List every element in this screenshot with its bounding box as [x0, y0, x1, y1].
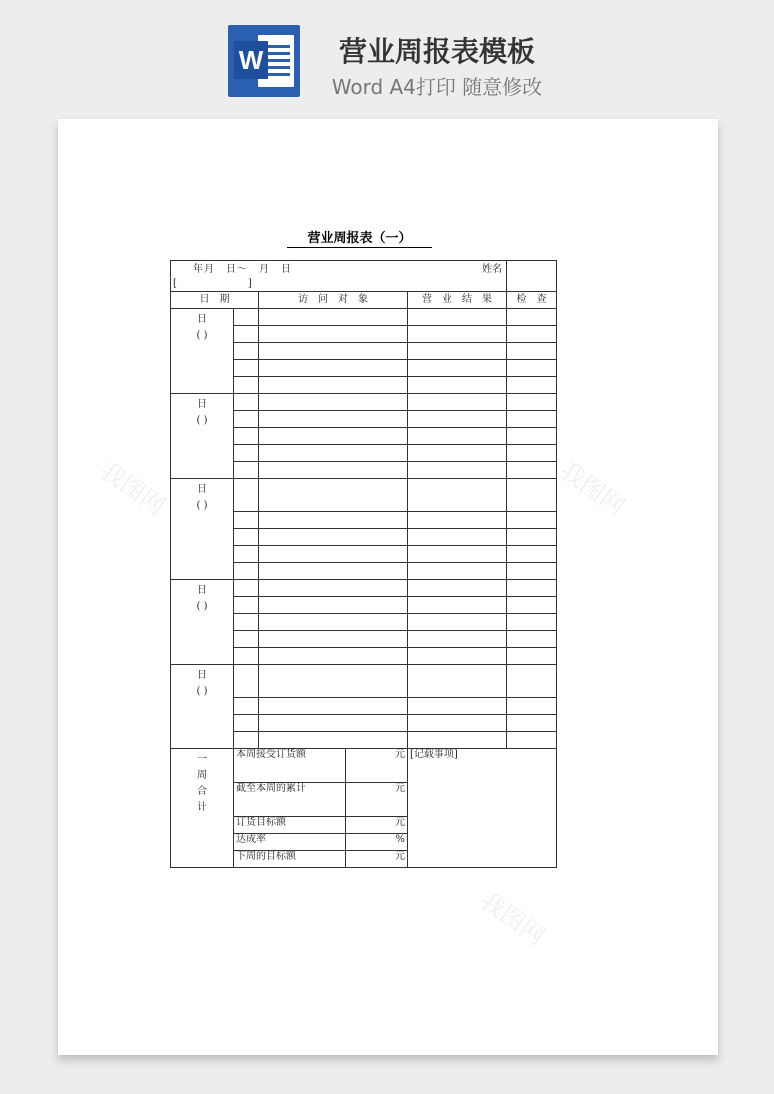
result-cell — [408, 630, 507, 647]
visit-cell — [259, 714, 408, 731]
summary-label: 下周的目标额 — [234, 850, 346, 867]
weekly-report-table — [170, 260, 557, 868]
check-cell — [507, 630, 557, 647]
result-cell — [408, 647, 507, 664]
time-cell — [234, 376, 259, 393]
time-cell — [234, 478, 259, 511]
visit-cell — [259, 562, 408, 579]
check-cell — [507, 714, 557, 731]
check-cell — [507, 579, 557, 596]
result-cell — [408, 478, 507, 511]
result-cell — [408, 697, 507, 714]
bracket-left: [ — [173, 278, 177, 289]
visit-cell — [259, 664, 408, 697]
weekly-total-char: 一 — [197, 753, 207, 765]
check-cell — [507, 664, 557, 697]
result-cell — [408, 664, 507, 697]
col-header-result: 营 业 结 果 — [408, 292, 507, 309]
check-cell — [507, 731, 557, 748]
visit-cell — [259, 461, 408, 478]
check-cell — [507, 359, 557, 376]
result-cell — [408, 562, 507, 579]
day-weekday-paren: ( ) — [196, 600, 208, 612]
day-label: 日 — [197, 483, 207, 495]
check-cell — [507, 393, 557, 410]
result-cell — [408, 528, 507, 545]
page-header — [0, 0, 774, 112]
template-subtitle: Word A4打印 随意修改 — [331, 75, 543, 99]
summary-label: 订货目标额 — [234, 816, 346, 833]
time-cell — [234, 731, 259, 748]
name-label: 姓名 — [482, 264, 502, 275]
time-cell — [234, 647, 259, 664]
check-cell — [507, 511, 557, 528]
time-cell — [234, 545, 259, 562]
word-logo-letter: W — [234, 41, 268, 79]
check-cell — [507, 478, 557, 511]
day-weekday-paren: ( ) — [196, 499, 208, 511]
visit-cell — [259, 630, 408, 647]
visit-cell — [259, 325, 408, 342]
visit-cell — [259, 528, 408, 545]
time-cell — [234, 308, 259, 325]
weekly-total-char: 计 — [197, 801, 207, 813]
day-weekday-paren: ( ) — [196, 329, 208, 341]
word-logo-icon — [228, 25, 300, 97]
visit-cell — [259, 613, 408, 630]
summary-unit: 元 — [346, 850, 408, 867]
result-cell — [408, 613, 507, 630]
result-cell — [408, 545, 507, 562]
check-cell — [507, 444, 557, 461]
result-cell — [408, 731, 507, 748]
result-cell — [408, 579, 507, 596]
result-cell — [408, 596, 507, 613]
visit-cell — [259, 545, 408, 562]
col-header-check: 检 查 — [507, 292, 557, 309]
name-value-cell — [507, 261, 557, 292]
visit-cell — [259, 647, 408, 664]
result-cell — [408, 410, 507, 427]
visit-cell — [259, 596, 408, 613]
summary-label: 本周接受订货额 — [234, 748, 346, 782]
result-cell — [408, 376, 507, 393]
result-cell — [408, 427, 507, 444]
day-cell — [171, 579, 234, 664]
visit-cell — [259, 444, 408, 461]
time-cell — [234, 444, 259, 461]
check-cell — [507, 596, 557, 613]
check-cell — [507, 562, 557, 579]
result-cell — [408, 359, 507, 376]
summary-unit: 元 — [346, 782, 408, 816]
check-cell — [507, 545, 557, 562]
time-cell — [234, 427, 259, 444]
time-cell — [234, 393, 259, 410]
visit-cell — [259, 359, 408, 376]
weekly-total-char: 合 — [197, 785, 207, 797]
summary-label: 截至本周的累计 — [234, 782, 346, 816]
time-cell — [234, 325, 259, 342]
summary-unit: 元 — [346, 816, 408, 833]
time-cell — [234, 697, 259, 714]
check-cell — [507, 342, 557, 359]
date-range-cell — [171, 261, 507, 292]
visit-cell — [259, 308, 408, 325]
result-cell — [408, 714, 507, 731]
time-cell — [234, 511, 259, 528]
time-cell — [234, 528, 259, 545]
day-label: 日 — [197, 669, 207, 681]
summary-label: 达成率 — [234, 833, 346, 850]
check-cell — [507, 697, 557, 714]
check-cell — [507, 461, 557, 478]
visit-cell — [259, 410, 408, 427]
summary-unit: 元 — [346, 748, 408, 782]
time-cell — [234, 714, 259, 731]
bracket-right: ] — [248, 278, 252, 289]
day-cell — [171, 393, 234, 478]
document-page — [58, 119, 718, 1055]
time-cell — [234, 461, 259, 478]
day-cell — [171, 308, 234, 393]
weekly-total-char: 周 — [197, 769, 207, 781]
time-cell — [234, 596, 259, 613]
visit-cell — [259, 511, 408, 528]
day-cell — [171, 664, 234, 748]
day-weekday-paren: ( ) — [196, 414, 208, 426]
visit-cell — [259, 393, 408, 410]
report-title: 营业周报表（一） — [287, 227, 432, 248]
check-cell — [507, 410, 557, 427]
time-cell — [234, 630, 259, 647]
result-cell — [408, 461, 507, 478]
day-weekday-paren: ( ) — [196, 685, 208, 697]
summary-unit: % — [346, 833, 408, 850]
day-label: 日 — [197, 313, 207, 325]
watermark: 我图网 — [475, 886, 551, 951]
watermark: 我图网 — [555, 456, 631, 521]
result-cell — [408, 308, 507, 325]
time-cell — [234, 342, 259, 359]
date-range-text: 年月 日～ 月 日 — [193, 264, 292, 275]
day-cell — [171, 478, 234, 579]
result-cell — [408, 393, 507, 410]
check-cell — [507, 308, 557, 325]
check-cell — [507, 427, 557, 444]
col-header-date: 日 期 — [171, 292, 259, 309]
visit-cell — [259, 427, 408, 444]
weekly-total-label — [171, 748, 234, 867]
check-cell — [507, 325, 557, 342]
day-label: 日 — [197, 584, 207, 596]
time-cell — [234, 359, 259, 376]
time-cell — [234, 579, 259, 596]
visit-cell — [259, 731, 408, 748]
time-cell — [234, 410, 259, 427]
watermark: 我图网 — [95, 456, 171, 521]
check-cell — [507, 528, 557, 545]
result-cell — [408, 444, 507, 461]
result-cell — [408, 325, 507, 342]
visit-cell — [259, 579, 408, 596]
visit-cell — [259, 376, 408, 393]
template-title: 营业周报表模板 — [338, 35, 535, 68]
result-cell — [408, 511, 507, 528]
check-cell — [507, 376, 557, 393]
check-cell — [507, 647, 557, 664]
check-cell — [507, 613, 557, 630]
time-cell — [234, 613, 259, 630]
visit-cell — [259, 342, 408, 359]
time-cell — [234, 562, 259, 579]
visit-cell — [259, 478, 408, 511]
notes-cell: [记载事项] — [408, 748, 557, 867]
result-cell — [408, 342, 507, 359]
day-label: 日 — [197, 398, 207, 410]
time-cell — [234, 664, 259, 697]
visit-cell — [259, 697, 408, 714]
col-header-visit: 访 问 对 象 — [259, 292, 408, 309]
